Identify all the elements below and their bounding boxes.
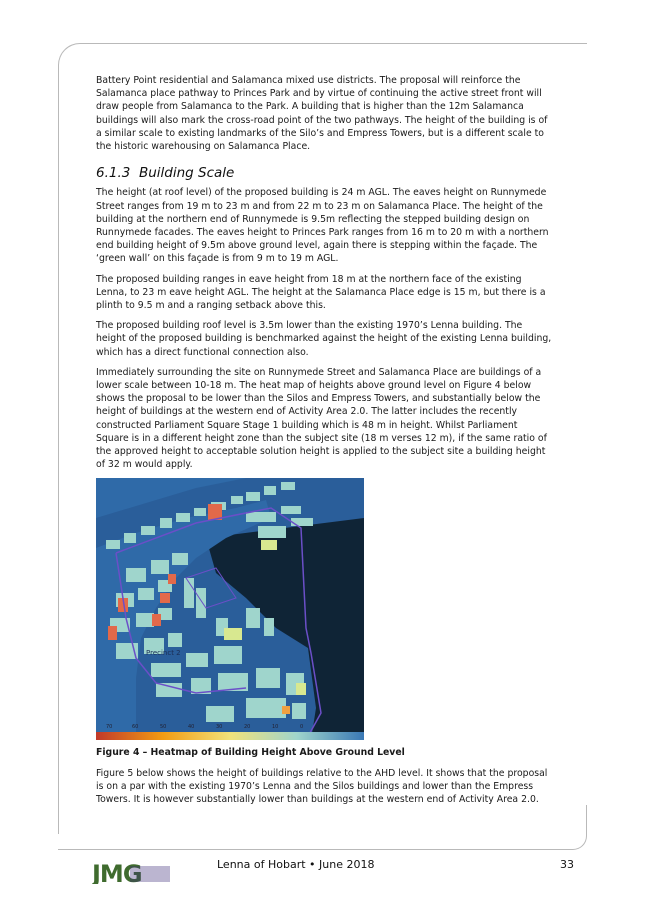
page-content bbox=[96, 74, 552, 813]
paragraph-2: The proposed building ranges in eave height from 18 m at the northern face of the existing Lenna, to 23 m eave height AGL. The height at the Salamanca Place edge is 15 m, but there is a plinth to 9.5 m and a ranging setback above this. bbox=[96, 273, 546, 312]
legend-tick: 20 bbox=[244, 724, 251, 731]
legend-gradient bbox=[96, 732, 364, 740]
paragraph-4: Immediately surrounding the site on Runnymede Street and Salamanca Place are buildings of a lower scale between 10-18 m. The heat map of heights above ground level on Figure 4 below shows the proposal to be lower than the Silos and Empress Towers, and substantially below the height of buildings at the western end of Activity Area 2.0. The latter includes the recently constructed Parliament Square Stage 1 building which is 48 m in height. Whilst Parliament Square is in a different height zone than the subject site (18 m verses 12 m), if the same ratio of the approved height to acceptable solution height is applied to the subject site a building height of 32 m would apply. bbox=[96, 366, 547, 471]
closing-paragraph: Figure 5 below shows the height of buildings relative to the AHD level. It shows that the proposal is on a par with the existing 1970’s Lenna and the Silos buildings and lower than the Empress Towers. It is however substantially lower than buildings at the western end of Activity Area 2.0. bbox=[96, 767, 548, 806]
legend-tick: 70 bbox=[106, 724, 113, 731]
legend-tick: 0 bbox=[300, 724, 304, 731]
footer-title: Lenna of Hobart • June 2018 bbox=[217, 858, 375, 871]
precinct-label: Precinct 2 bbox=[146, 649, 181, 658]
page-number: 33 bbox=[560, 858, 574, 871]
legend-tick: 60 bbox=[132, 724, 139, 731]
legend-tick: 30 bbox=[216, 724, 223, 731]
page-frame-left bbox=[58, 66, 59, 834]
paragraph-1: The height (at roof level) of the proposed building is 24 m AGL. The eaves height on Runnymede Street ranges from 19 m to 23 m and from 22 m to 23 m on Salamanca Place. The height of the building at the northern end of Runnymede is 9.5m reflecting the stepped building design on Runnymede facades. The eaves height to Princes Park ranges from 16 m to 20 m with a northern end building height of 9.5m above ground level, again there is stepping within the façade. The ‘green wall’ on this façade is from 9 m to 19 m AGL. bbox=[96, 187, 549, 265]
heatmap-image bbox=[96, 478, 364, 740]
section-number: 6.1.3 bbox=[96, 165, 131, 182]
intro-paragraph: Battery Point residential and Salamanca mixed use districts. The proposal will reinforce the Salamanca place pathway to Princes Park and by virtue of continuing the active street front will draw people from Salamanca to the Park. A building that is higher than the 12m Salamanca buildings will also mark the cross-road point of the two pathways. The height of the building is of a similar scale to existing landmarks of the Silo’s and Empress Towers, but is a different scale to the historic warehousing on Salamanca Place. bbox=[96, 75, 548, 153]
legend-tick: 10 bbox=[272, 724, 279, 731]
jmg-logo-icon bbox=[92, 862, 172, 884]
jmg-logo bbox=[92, 862, 172, 888]
logo-text: JMG bbox=[92, 862, 142, 884]
section-heading bbox=[96, 167, 552, 180]
heatmap-figure bbox=[96, 478, 364, 740]
legend-tick: 40 bbox=[188, 724, 195, 731]
legend-tick: 50 bbox=[160, 724, 167, 731]
figure-caption: Figure 4 – Heatmap of Building Height Above Ground Level bbox=[96, 747, 405, 759]
section-title: Building Scale bbox=[138, 165, 235, 182]
paragraph-3: The proposed building roof level is 3.5m lower than the existing 1970’s Lenna building. The height of the proposed building is benchmarked against the height of the existing Lenna building, which has a direct functional connection also. bbox=[96, 320, 552, 358]
